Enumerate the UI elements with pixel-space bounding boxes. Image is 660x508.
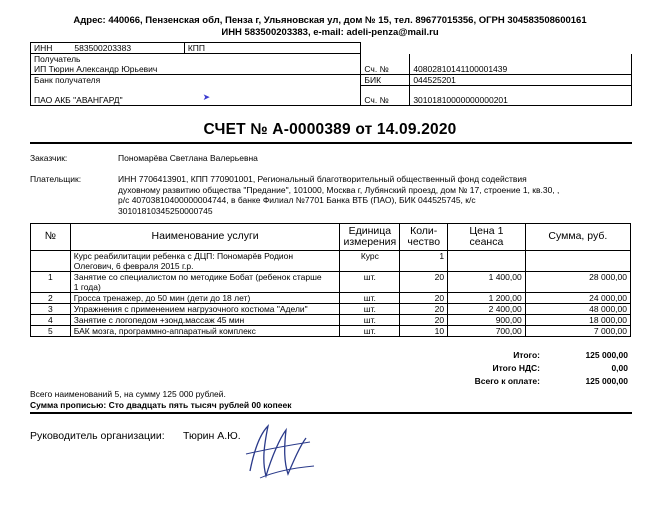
header-sum: Сумма, руб.: [525, 224, 630, 251]
table-row: 3 Упражнения с применением нагрузочного костюма "Адели" шт. 20 2 400,00 48 000,00: [31, 304, 631, 315]
signature-name: Тюрин А.Ю.: [183, 430, 241, 442]
corr-account-label: Сч. №: [361, 86, 410, 106]
recipient-name: ИП Тюрин Александр Юрьевич: [31, 64, 361, 75]
header-address: Адрес: 440066, Пензенская обл, Пенза г, Ульяновская ул, дом № 15, тел. 89677015356, ОГРН 304583508600161: [73, 15, 587, 26]
total-value: 125 000,00: [585, 350, 628, 360]
bank-label: Банк получателя: [31, 75, 361, 86]
table-header-row: [31, 224, 631, 251]
bik-label: БИК: [361, 75, 410, 86]
header-price: Цена 1 сеанса: [448, 224, 526, 251]
vat-value: 0,00: [611, 363, 628, 373]
table-row: 5 БАК мозга, программно-аппаратный комплекс шт. 10 700,00 7 000,00: [31, 326, 631, 337]
table-row: 2 Гросса тренажер, до 50 мин (дети до 18 лет) шт. 20 1 200,00 24 000,00: [31, 293, 631, 304]
payer-line: духовному развитию общества "Предание", 101000, Москва г, Лубянский проезд, дом № 17, строение 1, кв.30, ,: [118, 184, 560, 195]
items-count-summary: Всего наименований 5, на сумму 125 000 рублей.: [30, 389, 226, 399]
table-row: 1 Занятие со специалистом по методике Бобат (ребенок старше 1 года) шт. 20 1 400,00 28 000,00: [31, 272, 631, 293]
header-inn-email: ИНН 583500203383, e-mail: adeli-penza@mail.ru: [221, 27, 439, 38]
customer-value: Пономарёва Светлана Валерьевна: [118, 153, 258, 163]
customer-label: Заказчик:: [30, 153, 68, 163]
inn-cell: ИНН 583500203383: [31, 43, 185, 54]
total-label: Итого:: [513, 350, 540, 360]
summary-underline: [30, 412, 632, 414]
title-underline: [30, 142, 632, 144]
handwritten-signature: [240, 416, 320, 486]
header-num: №: [31, 224, 71, 251]
services-table: [30, 223, 631, 337]
table-row: 4 Занятие с логопедом +зонд.массаж 45 мин шт. 20 900,00 18 000,00: [31, 315, 631, 326]
inn-value: 583500203383: [74, 43, 132, 53]
header-name: Наименование услуги: [70, 224, 340, 251]
table-row: Курс реабилитации ребенка с ДЦП: Пономарёв Родион Олегович, 6 февраля 2015 г.р. Курс 1: [31, 251, 631, 272]
bank-details-table: [30, 42, 632, 106]
header-qty: Коли- чество: [400, 224, 448, 251]
bank-name: ПАО АКБ "АВАНГАРД" ➤: [31, 86, 361, 106]
account-value: 40802810141100001439: [410, 64, 632, 75]
amount-in-words: Сумма прописью: Сто двадцать пять тысяч рублей 00 копеек: [30, 400, 292, 410]
corr-account-value: 30101810000000000201: [410, 86, 632, 106]
due-value: 125 000,00: [585, 376, 628, 386]
due-label: Всего к оплате:: [474, 376, 540, 386]
signature-label: Руководитель организации:: [30, 430, 165, 442]
vat-label: Итого НДС:: [492, 363, 540, 373]
payer-details: [118, 174, 638, 216]
account-label: Сч. №: [361, 64, 410, 75]
payer-line: ИНН 7706413901, КПП 770901001, Региональный благотворительный общественный фонд содействия: [118, 174, 527, 184]
payer-line: р/с 40703810400000004744, в банке Филиал №7701 Банка ВТБ (ПАО), БИК 044525745, к/с: [118, 195, 476, 205]
payer-label: Плательщик:: [30, 174, 82, 184]
cursor-icon: ➤: [202, 92, 211, 102]
header-unit: Единица измерения: [340, 224, 400, 251]
recipient-label: Получатель: [31, 54, 361, 65]
invoice-title: СЧЕТ № А-0000389 от 14.09.2020: [203, 121, 457, 138]
payer-line: 30101810345250000745: [118, 205, 213, 216]
kpp-cell: КПП: [184, 43, 361, 54]
bik-value: 044525201: [410, 75, 632, 86]
